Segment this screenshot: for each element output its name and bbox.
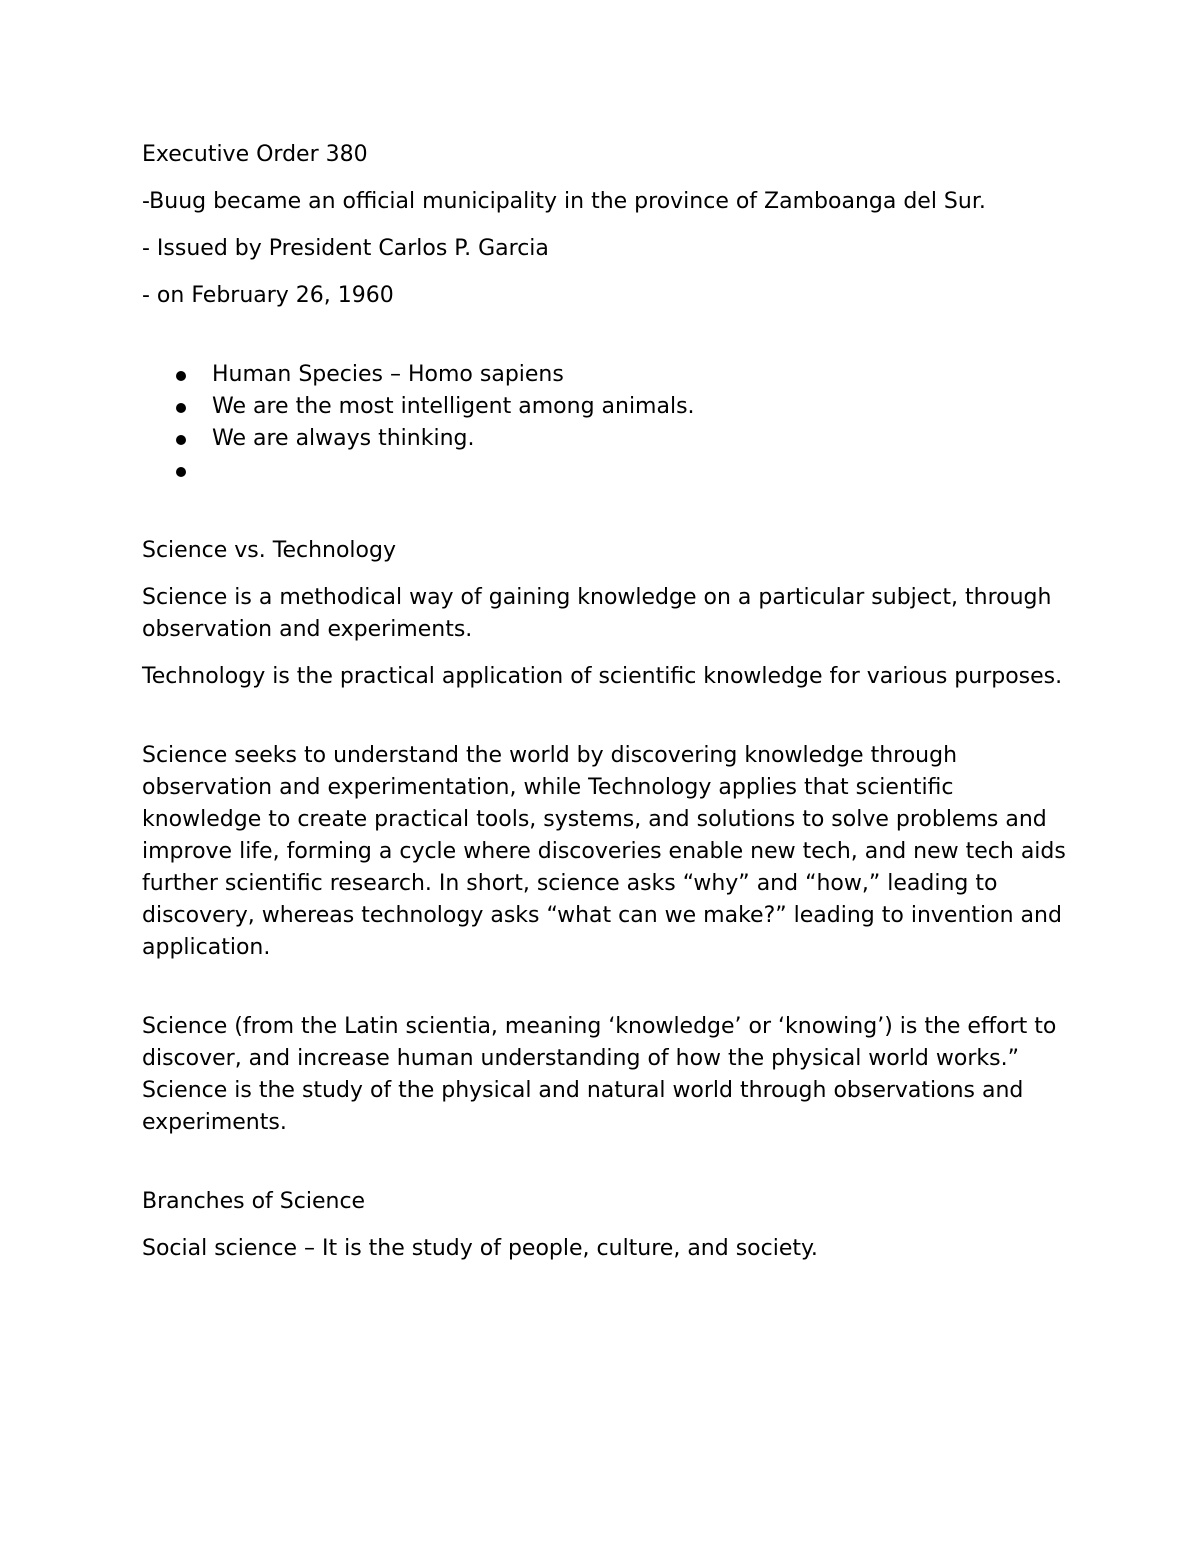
paragraph: Technology is the practical application of scientific knowledge for various purposes. [142,664,1063,689]
executive-order-line: -Buug became an official municipality in the province of Zamboanga del Sur. [142,189,986,214]
paragraph: Social science – It is the study of people, culture, and society. [142,1236,818,1261]
bullet-icon [176,371,186,381]
bullet-icon [176,435,186,445]
bullet-item [142,423,1067,455]
bullet-icon [176,403,186,413]
executive-order-line: - on February 26, 1960 [142,283,394,308]
blank-line [142,327,1067,359]
bullet-item [142,359,1067,391]
paragraph: Science (from the Latin scientia, meaning ‘knowledge’ or ‘knowing’) is the effort to discover, and increase human understanding of how the physical world works.” Science is the study of the physical and natural world through observations and experiments. [142,1014,1057,1135]
bullet-icon [176,467,186,477]
paragraph: Science seeks to understand the world by discovering knowledge through observation and experimentation, while Technology applies that scientific knowledge to create practical tools, systems, and solutions to solve problems and improve life, forming a cycle where discoveries enable new tech, and new tech aids further scientific research. In short, science asks “why” and “how,” leading to discovery, whereas technology asks “what can we make?” leading to invention and application. [142,743,1066,960]
section-heading: Branches of Science [142,1189,366,1214]
bullet-text: We are the most intelligent among animals. [212,394,695,419]
executive-order-line: - Issued by President Carlos P. Garcia [142,236,549,261]
bullet-item [142,455,1067,487]
blank-line [142,1154,1067,1186]
blank-line [142,708,1067,740]
document-body [142,139,1067,1280]
bullet-list [142,359,1067,487]
section-heading: Science vs. Technology [142,538,396,563]
blank-line [142,979,1067,1011]
executive-order-title: Executive Order 380 [142,142,368,167]
bullet-text: We are always thinking. [212,426,475,451]
paragraph: Science is a methodical way of gaining knowledge on a particular subject, through observation and experiments. [142,585,1052,642]
bullet-text: Human Species – Homo sapiens [212,362,564,387]
bullet-item [142,391,1067,423]
blank-line [142,487,1067,535]
